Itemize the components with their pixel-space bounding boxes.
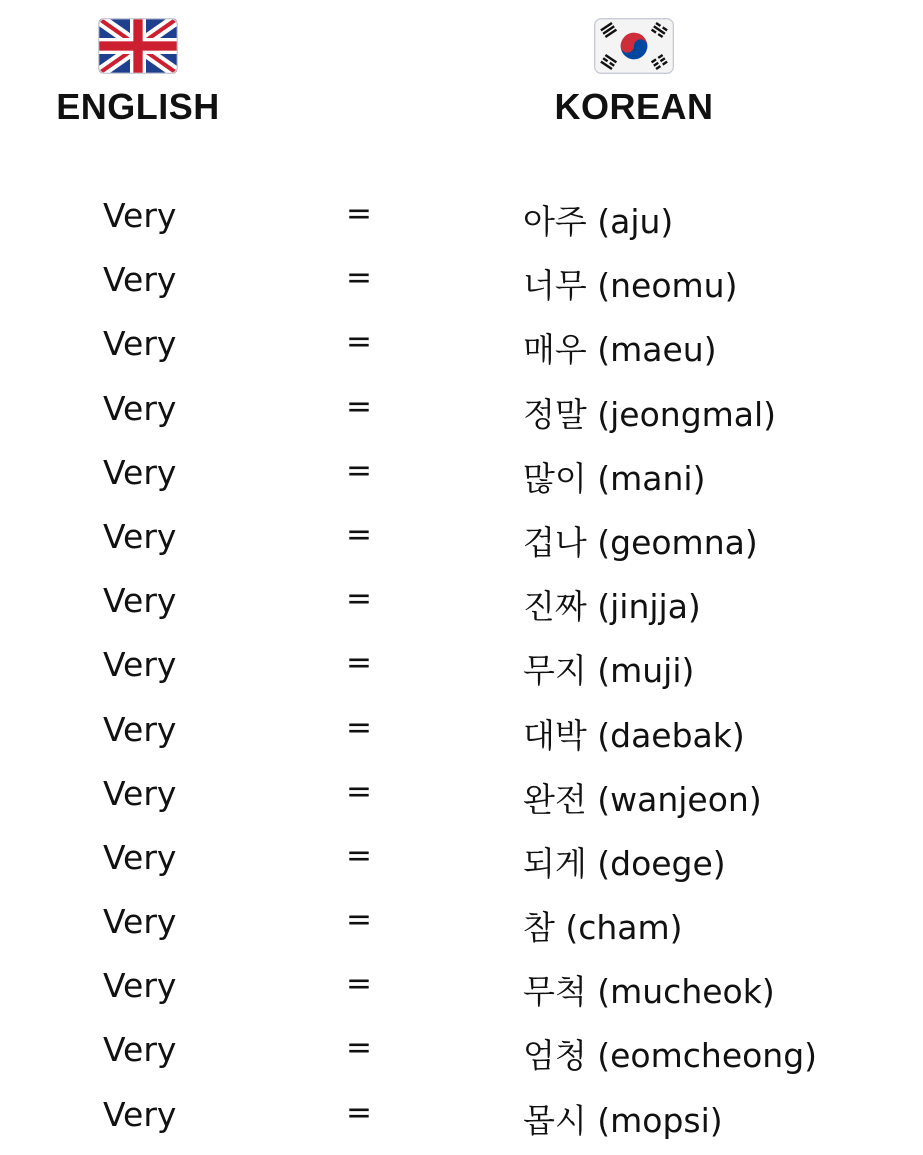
translation-row	[0, 892, 923, 956]
korean-word: 엄청 (eomcheong)	[523, 1036, 818, 1076]
translation-row	[0, 379, 923, 443]
korean-word: 진짜 (jinjja)	[523, 587, 701, 627]
translation-row	[0, 1020, 923, 1084]
english-word: Very	[103, 388, 177, 428]
korean-word: 매우 (maeu)	[523, 330, 717, 370]
english-word: Very	[103, 452, 177, 492]
korean-word: 무지 (muji)	[523, 651, 695, 691]
translation-row	[0, 635, 923, 699]
english-word: Very	[103, 196, 177, 235]
english-word: Very	[103, 709, 177, 749]
korean-word: 정말 (jeongmal)	[523, 394, 777, 434]
equals-sign: =	[346, 966, 372, 1003]
equals-sign: =	[346, 260, 372, 297]
translation-row	[0, 186, 923, 250]
equals-sign: =	[346, 902, 372, 939]
south-korea-flag-icon	[594, 18, 674, 74]
translation-row	[0, 507, 923, 571]
uk-flag-icon	[98, 18, 178, 74]
equals-sign: =	[346, 773, 372, 810]
translation-list	[0, 186, 923, 1149]
english-word: Very	[103, 773, 177, 813]
english-word: Very	[103, 260, 177, 300]
english-column-header	[18, 18, 258, 128]
translation-row	[0, 828, 923, 892]
english-word: Very	[103, 516, 177, 556]
translation-row	[0, 700, 923, 764]
translation-row	[0, 956, 923, 1020]
english-word: Very	[103, 1030, 177, 1070]
korean-word: 많이 (mani)	[523, 458, 706, 498]
equals-sign: =	[346, 709, 372, 746]
equals-sign: =	[346, 645, 372, 682]
english-word: Very	[103, 902, 177, 942]
english-word: Very	[103, 645, 177, 685]
english-word: Very	[103, 1094, 177, 1134]
english-word: Very	[103, 966, 177, 1006]
korean-word: 몹시 (mopsi)	[523, 1100, 723, 1140]
korean-word: 되게 (doege)	[523, 843, 726, 883]
translation-row	[0, 443, 923, 507]
korean-word: 참 (cham)	[523, 908, 683, 948]
translation-row	[0, 314, 923, 378]
korean-word: 무척 (mucheok)	[523, 972, 775, 1012]
equals-sign: =	[346, 1094, 372, 1131]
english-header-label: ENGLISH	[56, 86, 220, 127]
translation-row	[0, 571, 923, 635]
translation-row	[0, 1085, 923, 1149]
translation-row	[0, 764, 923, 828]
equals-sign: =	[346, 388, 372, 425]
equals-sign: =	[346, 837, 372, 874]
korean-word: 아주 (aju)	[523, 202, 674, 241]
korean-word: 대박 (daebak)	[523, 715, 745, 755]
english-word: Very	[103, 837, 177, 877]
equals-sign: =	[346, 324, 372, 361]
english-word: Very	[103, 581, 177, 621]
equals-sign: =	[346, 1030, 372, 1067]
korean-word: 너무 (neomu)	[523, 266, 738, 306]
equals-sign: =	[346, 196, 372, 232]
equals-sign: =	[346, 516, 372, 553]
korean-word: 겁나 (geomna)	[523, 522, 758, 562]
korean-header-label: KOREAN	[554, 86, 714, 127]
korean-column-header	[514, 18, 754, 128]
equals-sign: =	[346, 581, 372, 618]
translation-row	[0, 250, 923, 314]
equals-sign: =	[346, 452, 372, 489]
korean-word: 완전 (wanjeon)	[523, 779, 762, 819]
english-word: Very	[103, 324, 177, 364]
